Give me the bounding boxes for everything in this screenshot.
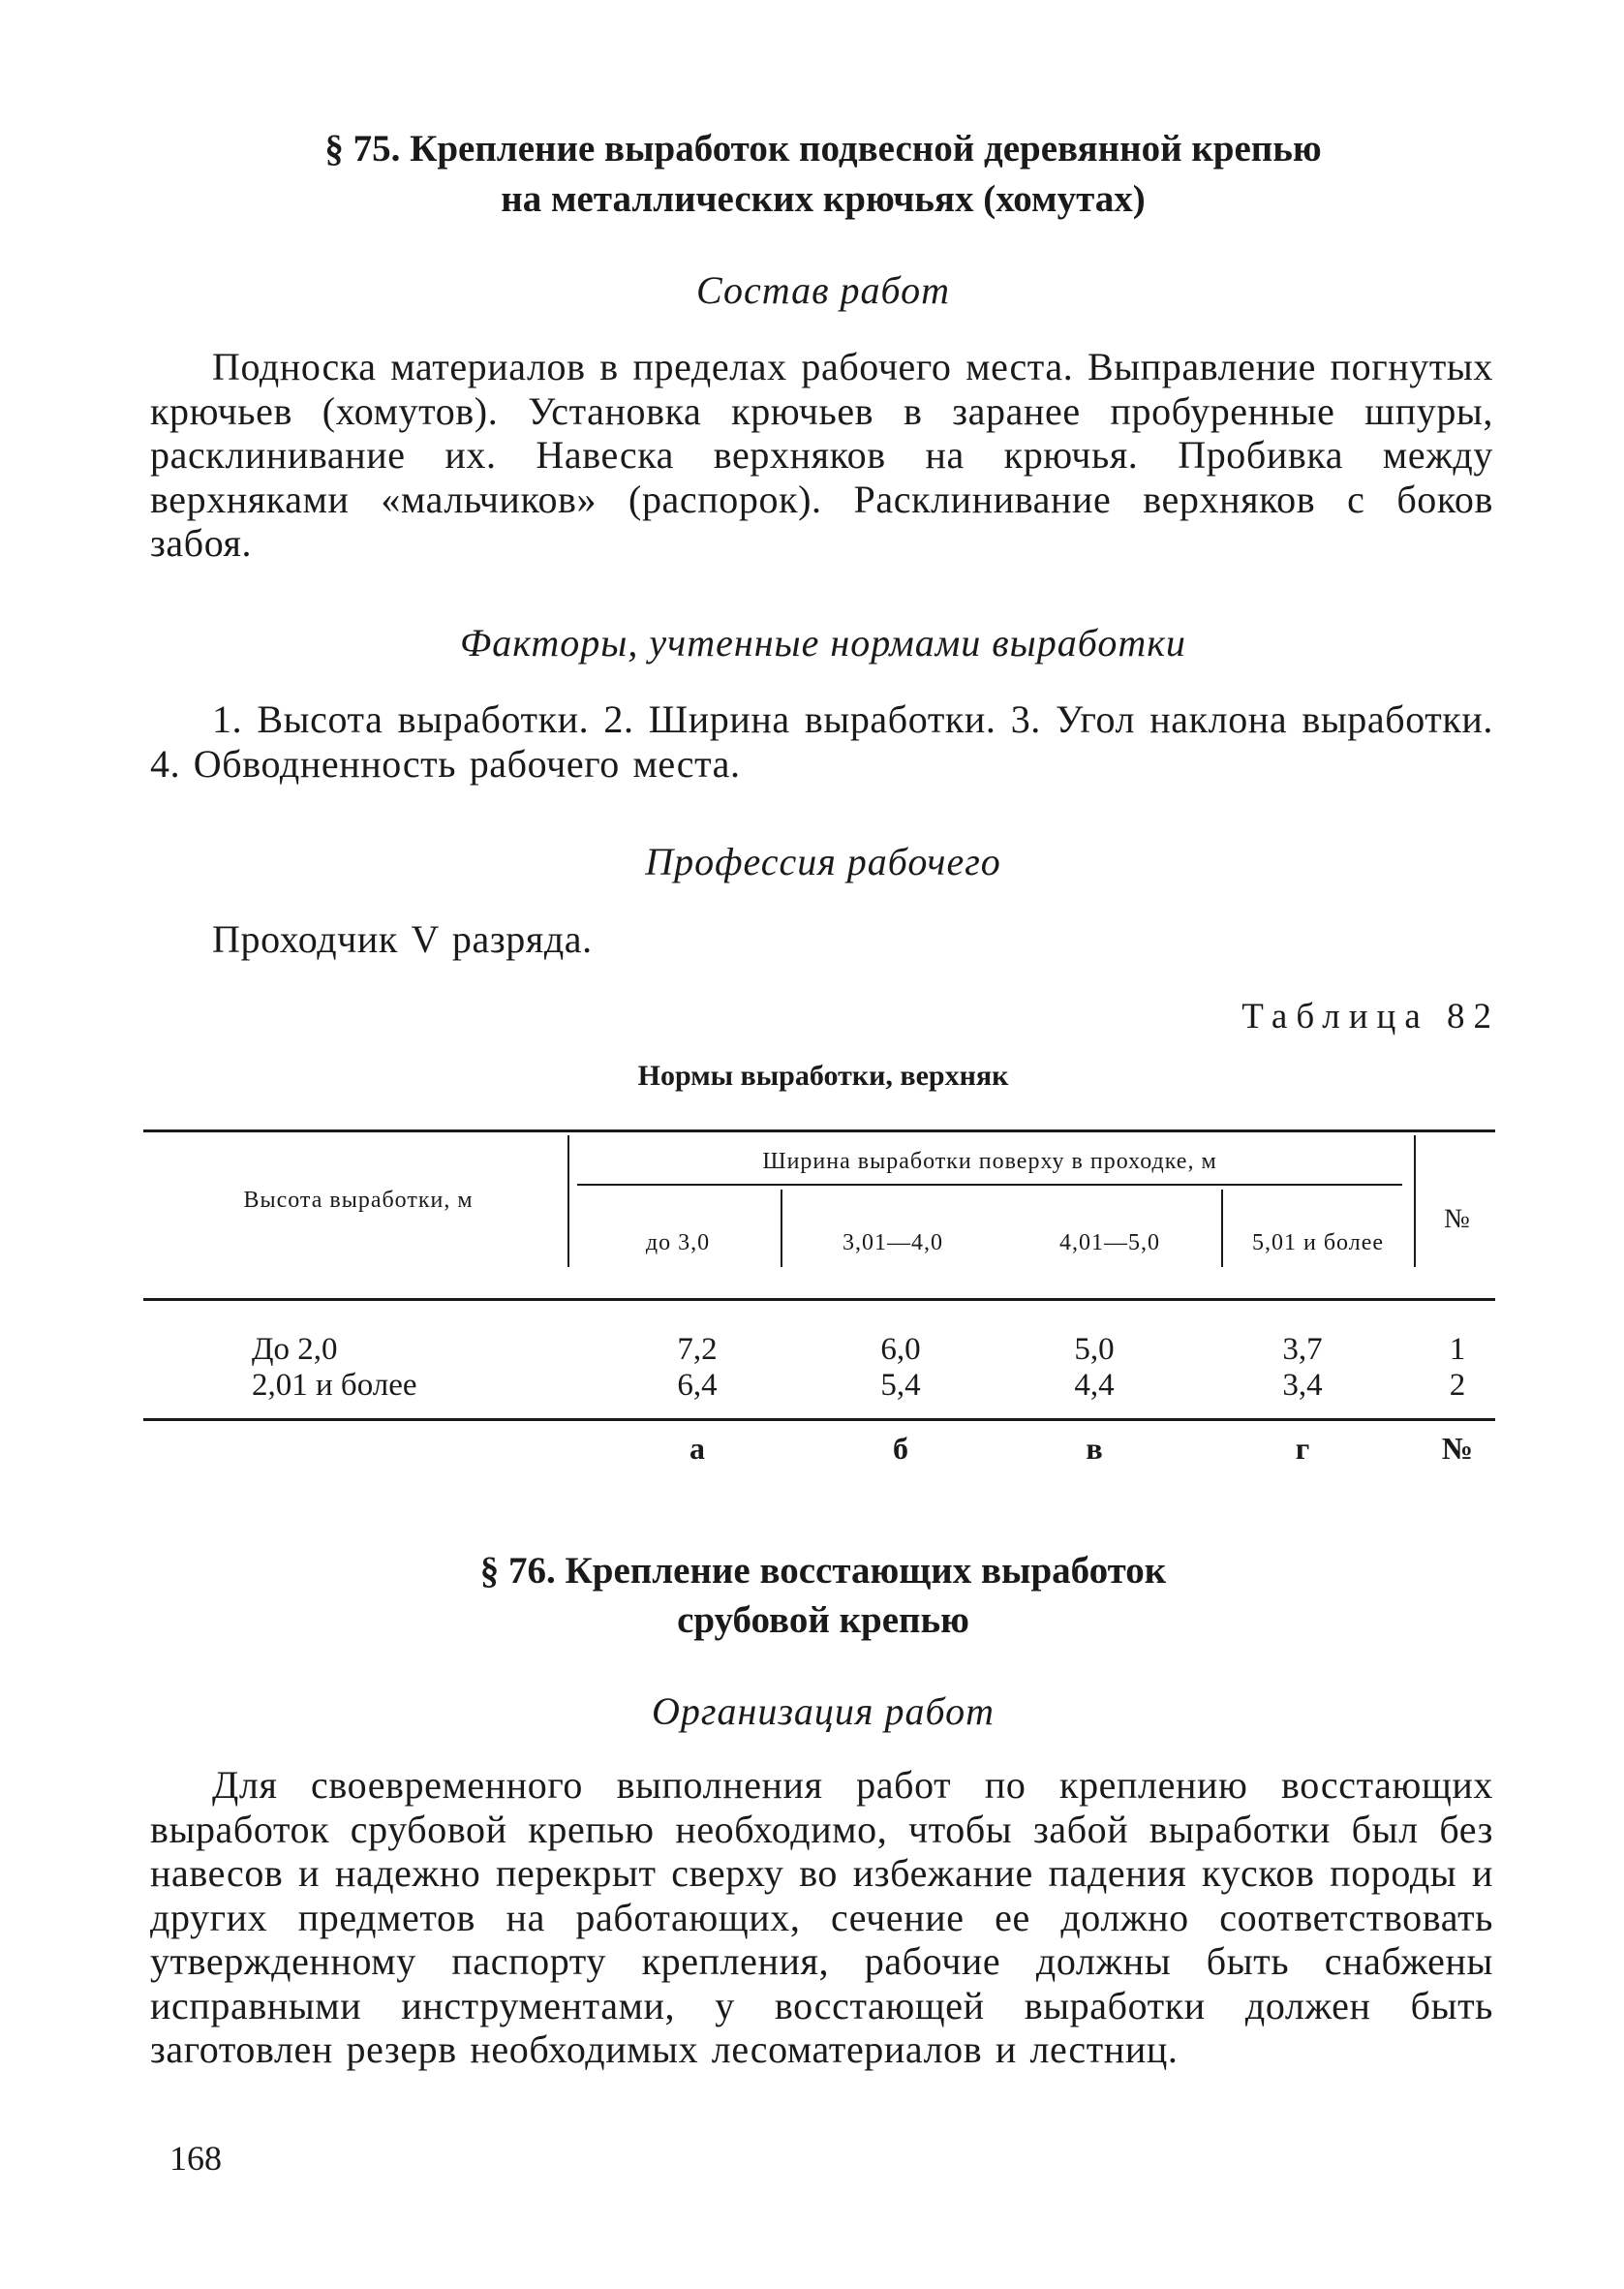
header-width-col-2: 3,01—4,0 [843,1230,943,1255]
row-1-height: До 2,0 [252,1332,338,1367]
row-2-value-c: 4,4 [1074,1368,1115,1403]
row-1-value-d: 3,7 [1282,1332,1323,1367]
column-letter-no: № [1441,1431,1474,1466]
work-composition-text: Подноска материалов в пределах рабочего места. Выправление погнутых крючьев (хомутов). Установка крючьев в заранее пробуренные шпуры, расклинивание их. Навеска верхняков на крючья. Пробивка между верхняками «мальчиков» (распорок). Расклинивание верхняков с боков забоя. [150,345,1493,565]
row-1-value-b: 6,0 [880,1332,921,1367]
row-2-value-d: 3,4 [1282,1368,1323,1403]
organization-paragraph [150,1763,1493,2072]
section-76-title-line1: § 76. Крепление восстающих выработок [479,1550,1167,1592]
table-caption: Нормы выработки, верхняк [637,1060,1009,1092]
table-vline-col2 [781,1190,782,1267]
work-composition-heading: Состав работ [696,268,950,312]
profession-text: Проходчик V разряда. [212,917,593,961]
table-vline-no [1414,1135,1416,1267]
row-1-value-a: 7,2 [677,1332,718,1367]
factors-paragraph [150,697,1493,786]
table-top-rule [143,1129,1495,1132]
section-76-title-line2: срубовой крепью [677,1599,969,1641]
table-vline-col4 [1221,1190,1223,1267]
header-height: Высота выработки, м [243,1188,474,1213]
row-2-no: 2 [1449,1368,1466,1403]
header-width-col-3: 4,01—5,0 [1059,1230,1160,1255]
page-number: 168 [169,2139,222,2178]
section-75-title-line1: § 75. Крепление выработок подвесной деревянной крепью [324,128,1322,170]
organization-heading: Организация работ [651,1689,995,1733]
table-header-rule [143,1298,1495,1301]
section-75-title-line2: на металлических крючьях (хомутах) [501,178,1146,220]
row-2-value-b: 5,4 [880,1368,921,1403]
organization-text: Для своевременного выполнения работ по креплению восстающих выработок срубовой крепью необходимо, чтобы забой выработки был без навесов и надежно перекрыт сверху во избежание падения кусков породы и других предметов на работающих, сечение ее должно соответствовать утвержденному паспорту крепления, рабочие должны быть снабжены исправными инструментами, у восстающей выработки должен быть заготовлен резерв необходимых лесоматериалов и лестниц. [150,1763,1493,2071]
column-letter-c: в [1086,1431,1103,1466]
column-letter-d: г [1295,1431,1310,1466]
profession-heading: Профессия рабочего [645,840,1001,883]
profession-paragraph [150,917,1493,962]
table-group-rule [577,1184,1402,1186]
column-letter-a: а [689,1431,705,1466]
header-no: № [1444,1204,1471,1234]
table-vline-height [567,1135,569,1267]
table-label: Таблица 82 [1241,997,1500,1036]
header-width-col-4: 5,01 и более [1251,1230,1385,1255]
work-composition-paragraph [150,345,1493,566]
column-letter-b: б [893,1431,908,1466]
factors-heading: Факторы, учтенные нормами выработки [460,621,1186,665]
row-1-value-c: 5,0 [1074,1332,1115,1367]
row-2-value-a: 6,4 [677,1368,718,1403]
factors-text: 1. Высота выработки. 2. Ширина выработки. 3. Угол наклона выработки. 4. Обводненность рабочего места. [150,697,1493,786]
row-2-height: 2,01 и более [252,1368,417,1403]
header-width-col-1: до 3,0 [645,1230,711,1255]
header-width-group: Ширина выработки поверху в проходке, м [762,1149,1217,1174]
table-bottom-rule [143,1418,1495,1421]
row-1-no: 1 [1449,1332,1466,1367]
